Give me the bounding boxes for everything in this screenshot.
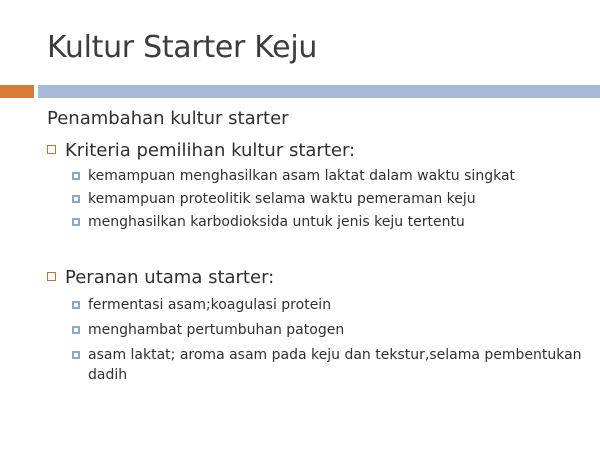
square-bullet-icon: [72, 326, 80, 334]
list-item: [72, 189, 588, 209]
square-bullet-icon: [72, 172, 80, 180]
accent-bar-orange: [0, 85, 34, 98]
hollow-square-bullet-icon: [47, 145, 56, 154]
list-item-text: menghambat pertumbuhan patogen: [88, 322, 345, 338]
list-item: [72, 295, 588, 315]
section-heading: [47, 266, 274, 290]
list-item-text: kemampuan proteolitik selama waktu pemeraman keju: [88, 191, 476, 207]
square-bullet-icon: [72, 195, 80, 203]
list-item: [72, 166, 588, 186]
square-bullet-icon: [72, 301, 80, 309]
section-heading: [47, 139, 355, 163]
section-heading-text: Peranan utama starter:: [65, 267, 275, 288]
subheading: Penambahan kultur starter: [47, 108, 289, 129]
list-item: [72, 320, 588, 340]
slide-title: Kultur Starter Keju: [47, 30, 318, 65]
accent-bar-blue: [38, 85, 600, 98]
list-item-text: fermentasi asam;koagulasi protein: [88, 297, 332, 313]
square-bullet-icon: [72, 351, 80, 359]
list-item-text: menghasilkan karbodioksida untuk jenis keju tertentu: [88, 214, 465, 230]
list-item: [72, 212, 588, 232]
square-bullet-icon: [72, 218, 80, 226]
section-heading-text: Kriteria pemilihan kultur starter:: [65, 140, 356, 161]
hollow-square-bullet-icon: [47, 272, 56, 281]
list-item: [72, 345, 588, 385]
list-item-text: asam laktat; aroma asam pada keju dan tekstur,selama pembentukan dadih: [88, 347, 582, 383]
list-item-text: kemampuan menghasilkan asam laktat dalam waktu singkat: [88, 168, 516, 184]
